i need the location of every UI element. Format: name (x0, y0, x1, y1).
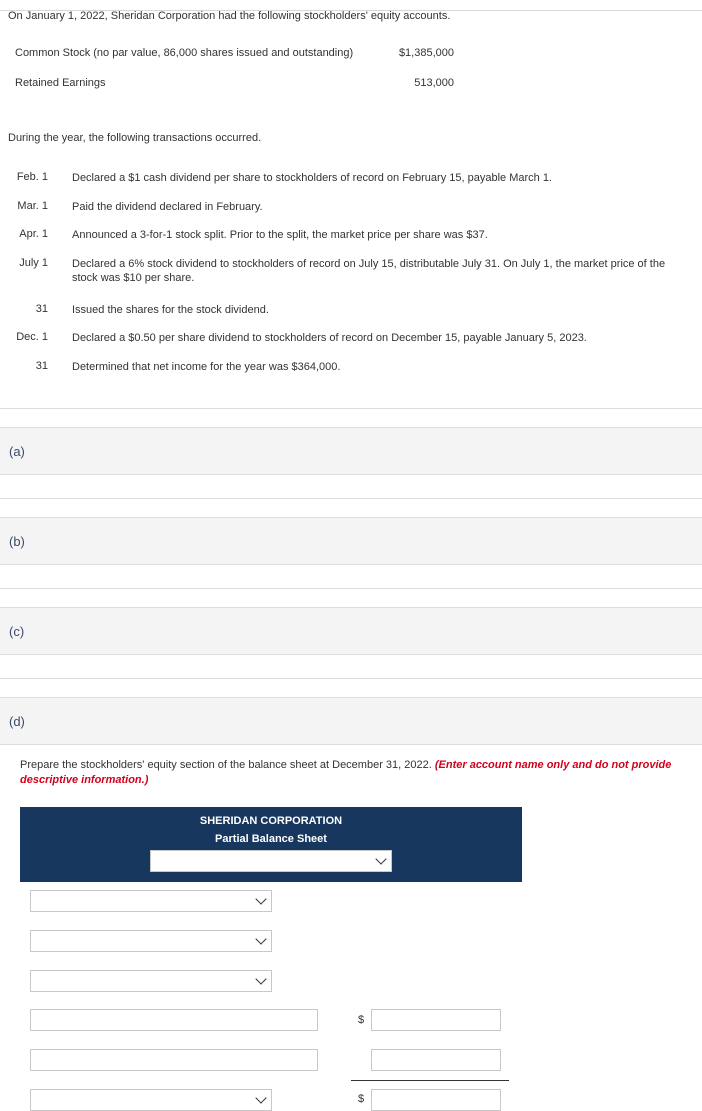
dollar-sign: $ (358, 1093, 365, 1105)
intro-text: On January 1, 2022, Sheridan Corporation had the following stockholders' equity accounts. (8, 10, 451, 22)
transaction-description: Issued the shares for the stock dividend. (72, 304, 269, 316)
section-divider (0, 678, 702, 679)
transaction-description: Announced a 3-for-1 stock split. Prior to the split, the market price per share was $37. (72, 229, 488, 241)
company-name: SHERIDAN CORPORATION (199, 815, 343, 827)
instruction-main: Prepare the stockholders' equity section of the balance sheet at December 31, 2022. (20, 759, 435, 771)
total-rule (351, 1080, 509, 1081)
part-a-band[interactable] (0, 427, 702, 475)
chevron-down-icon (255, 933, 266, 944)
part-d-band[interactable] (0, 697, 702, 745)
amount-input-2[interactable] (371, 1049, 501, 1071)
transaction-description: Declared a $1 cash dividend per share to stockholders of record on February 15, payable March 1. (72, 172, 552, 184)
part-b-label: (b) (9, 534, 25, 549)
statement-header (20, 807, 522, 882)
date-heading-select[interactable] (150, 850, 392, 872)
instruction-text (20, 758, 690, 788)
transaction-date: Feb. 1 (16, 171, 48, 183)
part-d-label: (d) (9, 714, 25, 729)
transactions-intro: During the year, the following transactions occurred. (8, 132, 262, 144)
section-divider (0, 408, 702, 409)
retained-earnings-value: 513,000 (414, 77, 454, 89)
account-input-1[interactable] (30, 1009, 318, 1031)
statement-title: Partial Balance Sheet (215, 833, 327, 845)
part-b-band[interactable] (0, 517, 702, 565)
retained-earnings-label: Retained Earnings (15, 77, 106, 89)
chevron-down-icon (375, 853, 386, 864)
part-c-band[interactable] (0, 607, 702, 655)
transaction-date: Mar. 1 (17, 200, 48, 212)
transaction-description: Declared a $0.50 per share dividend to stockholders of record on December 15, payable January 5, 2023. (72, 332, 587, 344)
account-select-1[interactable] (30, 890, 272, 912)
dollar-sign: $ (358, 1014, 365, 1026)
section-divider (0, 588, 702, 589)
part-c-label: (c) (9, 624, 25, 639)
common-stock-label: Common Stock (no par value, 86,000 shares issued and outstanding) (15, 47, 354, 59)
transaction-date: Apr. 1 (19, 228, 48, 240)
chevron-down-icon (255, 1092, 266, 1103)
transaction-description: Determined that net income for the year was $364,000. (72, 361, 341, 373)
common-stock-value: $1,385,000 (398, 47, 454, 59)
transaction-date: 31 (35, 360, 48, 372)
part-a-label: (a) (9, 444, 25, 459)
transaction-date: Dec. 1 (16, 331, 48, 343)
instruction-note: (Enter account name only and do not provide descriptive information.) (20, 759, 672, 786)
account-select-2[interactable] (30, 930, 272, 952)
chevron-down-icon (255, 893, 266, 904)
transaction-description: Paid the dividend declared in February. (72, 201, 263, 213)
transaction-date: July 1 (19, 257, 48, 269)
amount-input-1[interactable] (371, 1009, 501, 1031)
account-select-3[interactable] (30, 970, 272, 992)
chevron-down-icon (255, 973, 266, 984)
section-divider (0, 498, 702, 499)
account-input-2[interactable] (30, 1049, 318, 1071)
transaction-date: 31 (35, 303, 48, 315)
transaction-description: Declared a 6% stock dividend to stockholders of record on July 15, distributable July 31. On July 1, the market price of the stock was $10 per share. (72, 258, 666, 284)
